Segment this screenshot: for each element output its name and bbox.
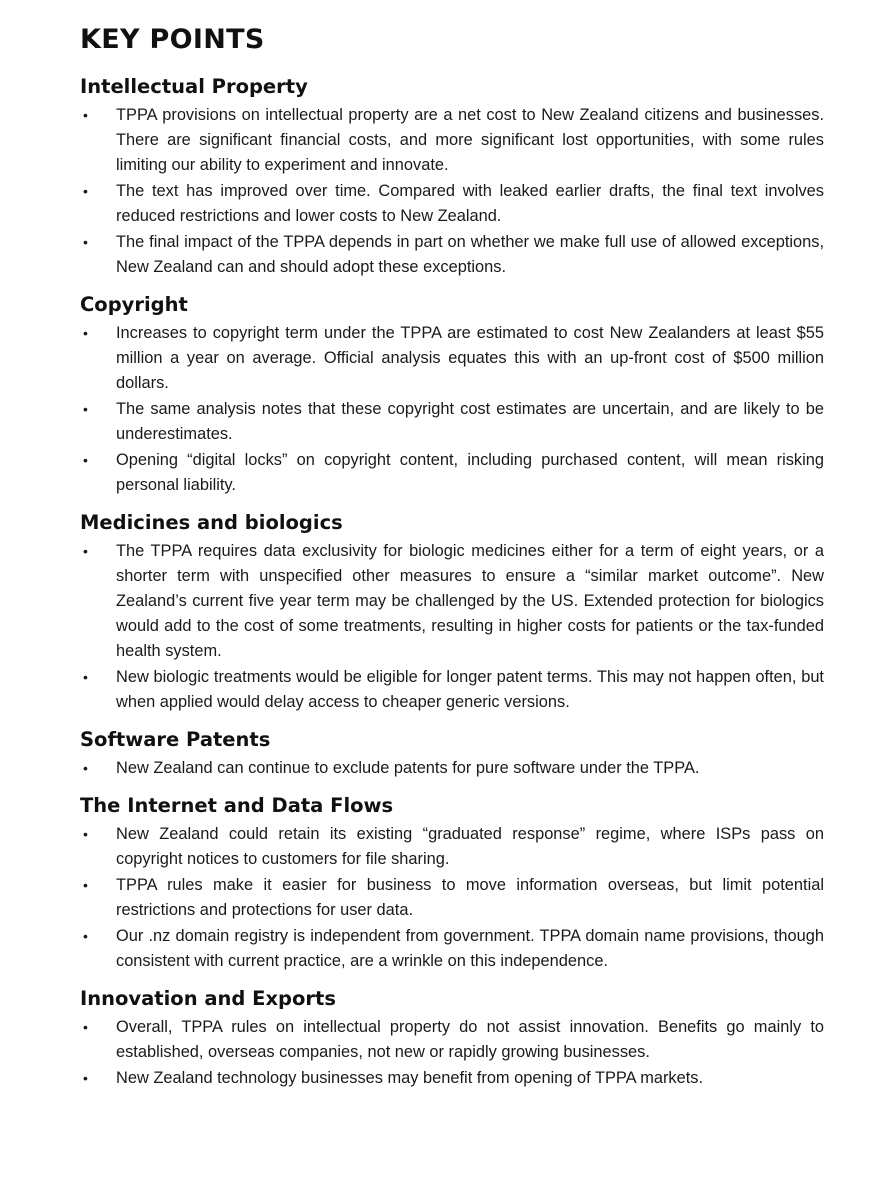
bullet-list — [80, 103, 824, 280]
document-page — [80, 18, 824, 1104]
bullet-list — [80, 822, 824, 974]
section — [80, 794, 824, 974]
bullet-dot-icon: • — [83, 826, 88, 842]
bullet-text: TPPA rules make it easier for business to move information overseas, but limit potential restrictions and protections for user data. — [116, 876, 824, 919]
bullet-item — [80, 321, 824, 396]
bullet-item — [80, 1015, 824, 1065]
page-title: KEY POINTS — [80, 24, 265, 55]
section — [80, 293, 824, 498]
bullet-item — [80, 539, 824, 664]
bullet-item — [80, 756, 824, 781]
section — [80, 511, 824, 715]
bullet-item — [80, 230, 824, 280]
bullet-item — [80, 397, 824, 447]
bullet-dot-icon: • — [83, 1019, 88, 1035]
bullet-text: New Zealand can continue to exclude patents for pure software under the TPPA. — [116, 759, 700, 777]
section-heading: Copyright — [80, 293, 188, 316]
bullet-list — [80, 539, 824, 715]
section-heading: The Internet and Data Flows — [80, 794, 394, 817]
section-heading: Intellectual Property — [80, 75, 308, 98]
section-heading: Innovation and Exports — [80, 987, 336, 1010]
bullet-dot-icon: • — [83, 107, 88, 123]
bullet-text: New Zealand could retain its existing “graduated response” regime, where ISPs pass on copyright notices to customers for file sharing. — [116, 825, 824, 868]
bullet-dot-icon: • — [83, 543, 88, 559]
bullet-dot-icon: • — [83, 183, 88, 199]
bullet-text: Overall, TPPA rules on intellectual property do not assist innovation. Benefits go mainly to established, overseas companies, not new or rapidly growing businesses. — [116, 1018, 824, 1061]
bullet-text: New Zealand technology businesses may benefit from opening of TPPA markets. — [116, 1069, 704, 1087]
bullet-text: The same analysis notes that these copyright cost estimates are uncertain, and are likely to be underestimates. — [116, 400, 824, 443]
bullet-item — [80, 665, 824, 715]
bullet-item — [80, 448, 824, 498]
bullet-list — [80, 321, 824, 498]
section-heading: Software Patents — [80, 728, 271, 751]
bullet-text: TPPA provisions on intellectual property are a net cost to New Zealand citizens and businesses. There are significant financial costs, and more significant lost opportunities, with some rules limiting our ability to experiment and innovate. — [116, 106, 824, 174]
bullet-dot-icon: • — [83, 1070, 88, 1086]
bullet-text: The text has improved over time. Compared with leaked earlier drafts, the final text involves reduced restrictions and lower costs to New Zealand. — [116, 182, 824, 225]
sections-container — [80, 75, 824, 1091]
section — [80, 75, 824, 280]
bullet-item — [80, 873, 824, 923]
bullet-text: Our .nz domain registry is independent from government. TPPA domain name provisions, though consistent with current practice, are a wrinkle on this independence. — [116, 927, 824, 970]
bullet-text: Increases to copyright term under the TPPA are estimated to cost New Zealanders at least $55 million a year on average. Official analysis equates this with an up-front cost of $500 million dollars. — [116, 324, 824, 392]
bullet-text: New biologic treatments would be eligible for longer patent terms. This may not happen often, but when applied would delay access to cheaper generic versions. — [116, 668, 824, 711]
bullet-dot-icon: • — [83, 325, 88, 341]
bullet-item — [80, 924, 824, 974]
bullet-item — [80, 1066, 824, 1091]
bullet-list — [80, 1015, 824, 1091]
bullet-text: Opening “digital locks” on copyright content, including purchased content, will mean risking personal liability. — [116, 451, 824, 494]
bullet-text: The final impact of the TPPA depends in part on whether we make full use of allowed exceptions, New Zealand can and should adopt these exceptions. — [116, 233, 824, 276]
section-heading: Medicines and biologics — [80, 511, 343, 534]
section — [80, 728, 824, 781]
bullet-item — [80, 822, 824, 872]
bullet-item — [80, 103, 824, 178]
bullet-dot-icon: • — [83, 401, 88, 417]
bullet-dot-icon: • — [83, 928, 88, 944]
bullet-text: The TPPA requires data exclusivity for biologic medicines either for a term of eight years, or a shorter term with unspecified other measures to ensure a “similar market outcome”. New Zealand’s current five year term may be challenged by the US. Extended protection for biologics would add to the cost of some treatments, resulting in higher costs for patients or the tax-funded health system. — [116, 542, 824, 660]
bullet-dot-icon: • — [83, 669, 88, 685]
bullet-dot-icon: • — [83, 877, 88, 893]
bullet-dot-icon: • — [83, 452, 88, 468]
bullet-dot-icon: • — [83, 234, 88, 250]
bullet-dot-icon: • — [83, 760, 88, 776]
bullet-list — [80, 756, 824, 781]
bullet-item — [80, 179, 824, 229]
section — [80, 987, 824, 1091]
